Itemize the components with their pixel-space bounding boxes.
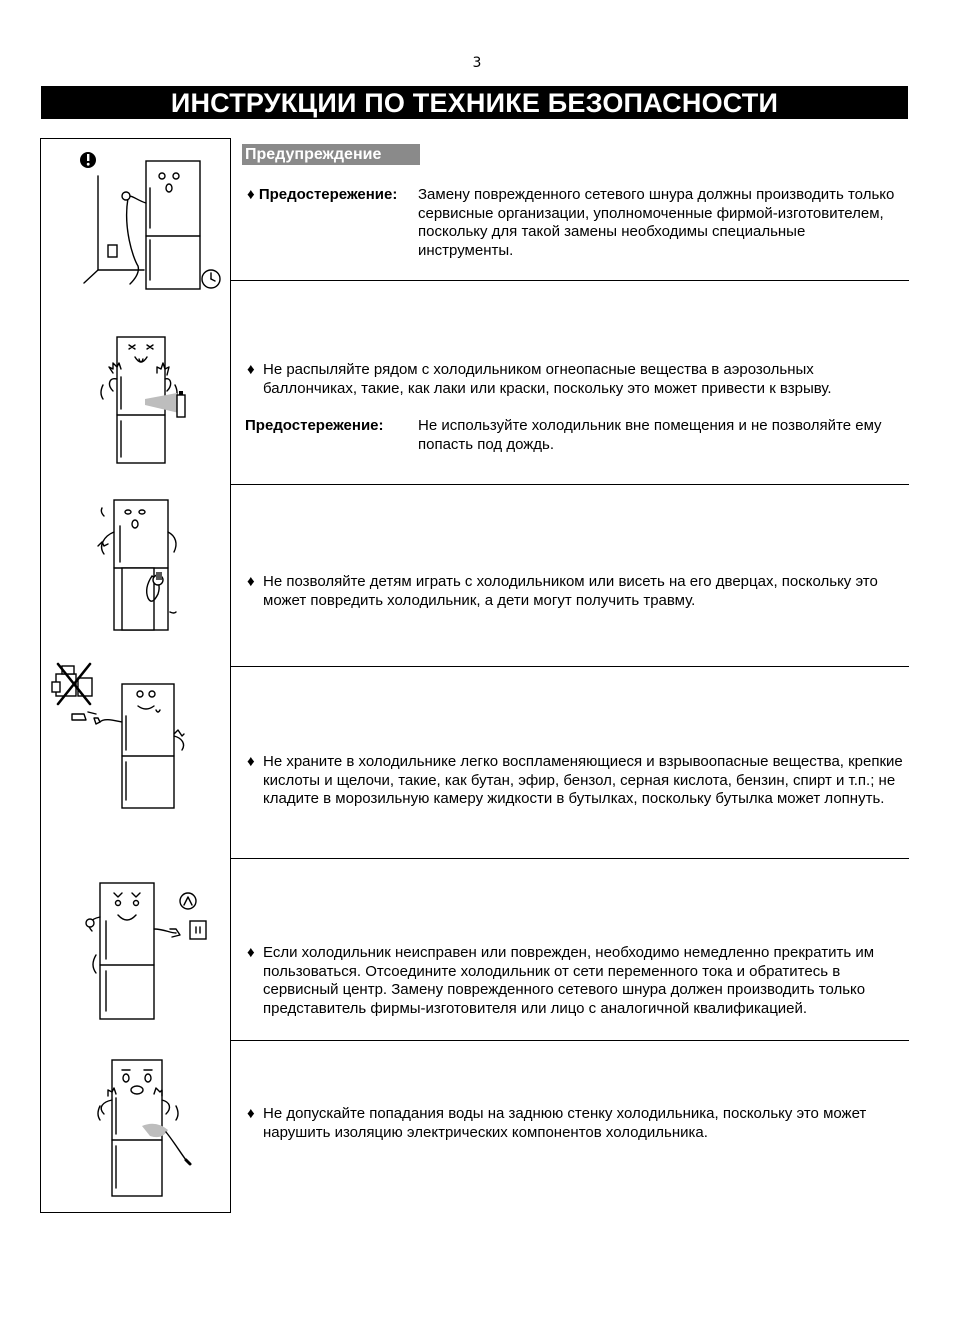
malfunction-warning-text: Если холодильник неисправен или поврежден, необходимо немедленно прекратить им пользоваться. Отсоедините холодильник от сети переменного тока и обратитесь в сервисный центр. Замену поврежденного сетевого шнура должен производить только представитель фирмы-изготовителя или лицо с аналогичной квалификацией. <box>263 944 875 1017</box>
bullet: ♦ <box>247 573 255 590</box>
bullet: ♦ <box>247 753 255 770</box>
section-divider <box>230 858 909 859</box>
bullet: ♦ <box>247 1105 255 1122</box>
caution-label: Предостережение: <box>245 417 384 434</box>
fridge-water-back-illustration <box>92 1056 202 1201</box>
flammable-warning-text: Не храните в холодильнике легко воспламеняющиеся и взрывоопасные вещества, крепкие кислоты и щелочи, такие, как бутан, эфир, бензол, серная кислота, бензин, спирт и т.п.; не кладите в морозильную камеру жидкости в бутылках, поскольку бутылка может лопнуть. <box>263 753 903 807</box>
outdoor-caution-text: Не используйте холодильник вне помещения и не позволяйте ему попасть под дождь. <box>418 417 882 453</box>
aerosol-warning-text: Не распыляйте рядом с холодильником огнеопасные вещества в аэрозольных баллончиках, такие, как лаки или краски, поскольку это может привести к взрыву. <box>263 361 832 397</box>
section-divider <box>230 484 909 485</box>
fridge-unplug-illustration <box>82 877 222 1027</box>
page-title: ИНСТРУКЦИИ ПО ТЕХНИКЕ БЕЗОПАСНОСТИ <box>41 86 908 119</box>
caution-label: Предостережение: <box>258 186 398 203</box>
section-divider <box>230 280 909 281</box>
section-divider <box>230 666 909 667</box>
fridge-child-hanging-illustration <box>92 496 192 641</box>
fridge-power-cord-illustration <box>78 148 228 293</box>
bullet: ♦ <box>247 361 255 378</box>
section-divider <box>230 1040 909 1041</box>
bullet: ♦ <box>247 186 255 203</box>
fridge-aerosol-illustration <box>95 333 215 468</box>
water-warning-text: Не допускайте попадания воды на заднюю стенку холодильника, поскольку это может нарушить изоляцию электрических компонентов холодильника. <box>263 1105 867 1141</box>
warning-label: Предупреждение <box>242 144 420 165</box>
caution-text: Замену поврежденного сетевого шнура должны производить только сервисные организации, уполномоченные фирмой-изготовителем, поскольку для такой замены необходимы специальные инструменты. <box>418 186 895 259</box>
bullet: ♦ <box>247 944 255 961</box>
fridge-flammable-storage-illustration <box>48 660 228 820</box>
children-warning-text: Не позволяйте детям играть с холодильником или висеть на его дверцах, поскольку это может повредить холодильник, а дети могут получить травму. <box>263 573 878 609</box>
page-number: 3 <box>472 55 482 71</box>
